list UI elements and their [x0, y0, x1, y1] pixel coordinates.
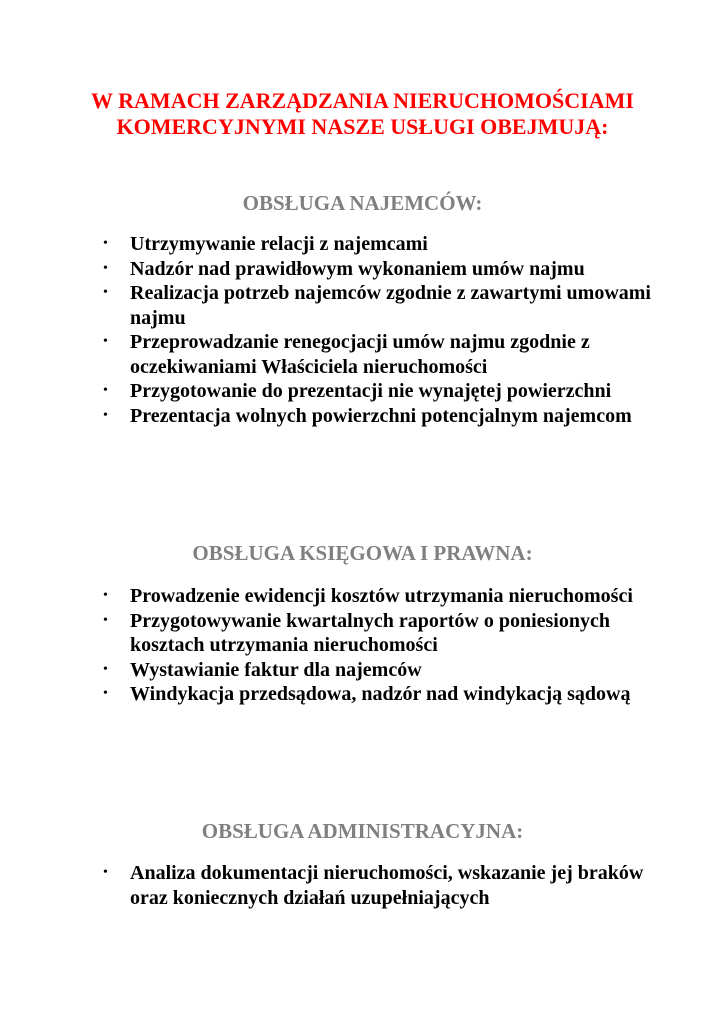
- main-heading-line-2: KOMERCYJNYMI NASZE USŁUGI OBEJMUJĄ:: [116, 114, 609, 139]
- administrative-list: [102, 861, 662, 910]
- bullet-icon: •: [103, 236, 108, 251]
- bullet-icon: •: [103, 383, 108, 398]
- list-item: [102, 658, 662, 683]
- list-item-text: Wystawianie faktur dla najemców: [130, 658, 422, 681]
- list-item: [102, 609, 662, 658]
- list-item-text: Prezentacja wolnych powierzchni potencjalnym najemcom: [130, 404, 632, 427]
- tenant-service-list: [102, 232, 662, 428]
- list-item: [102, 330, 662, 379]
- section-heading-accounting-legal: OBSŁUGA KSIĘGOWA I PRAWNA:: [192, 541, 533, 565]
- list-item: [102, 404, 662, 429]
- list-item-text: Nadzór nad prawidłowym wykonaniem umów najmu: [130, 257, 585, 280]
- main-heading: [0, 88, 725, 140]
- accounting-legal-list: [102, 584, 662, 707]
- list-item: [102, 379, 662, 404]
- bullet-icon: •: [103, 661, 108, 677]
- bullet-icon: •: [103, 686, 108, 701]
- list-item-text: Prowadzenie ewidencji kosztów utrzymania nieruchomości: [130, 585, 633, 607]
- list-item: [102, 257, 662, 282]
- bullet-icon: •: [103, 285, 108, 300]
- list-item: [102, 682, 662, 707]
- section-heading-tenant-service: OBSŁUGA NAJEMCÓW:: [242, 191, 483, 215]
- list-item: [102, 281, 662, 330]
- list-item: [102, 584, 662, 609]
- list-item-text: Przygotowanie do prezentacji nie wynajętej powierzchni: [130, 380, 612, 402]
- bullet-icon: •: [103, 334, 108, 349]
- bullet-icon: •: [103, 260, 108, 276]
- list-item-text: Przeprowadzanie renegocjacji umów najmu zgodnie z oczekiwaniami Właściciela nieruchomości: [130, 331, 590, 378]
- list-item-text: Windykacja przedsądowa, nadzór nad windykacją sądową: [130, 683, 631, 705]
- list-item-text: Realizacja potrzeb najemców zgodnie z zawartymi umowami najmu: [130, 282, 651, 329]
- list-item-text: Analiza dokumentacji nieruchomości, wskazanie jej braków oraz koniecznych działań uzupełniających: [130, 862, 644, 909]
- bullet-icon: •: [103, 588, 108, 603]
- main-heading-line-1: W RAMACH ZARZĄDZANIA NIERUCHOMOŚCIAMI: [91, 88, 634, 113]
- list-item: [102, 861, 662, 910]
- bullet-icon: •: [103, 612, 108, 628]
- bullet-icon: •: [103, 865, 108, 880]
- section-heading-administrative: OBSŁUGA ADMINISTRACYJNA:: [201, 819, 524, 843]
- list-item: [102, 232, 662, 257]
- list-item-text: Przygotowywanie kwartalnych raportów o poniesionych kosztach utrzymania nieruchomości: [130, 609, 610, 656]
- bullet-icon: •: [103, 407, 108, 423]
- list-item-text: Utrzymywanie relacji z najemcami: [130, 233, 428, 255]
